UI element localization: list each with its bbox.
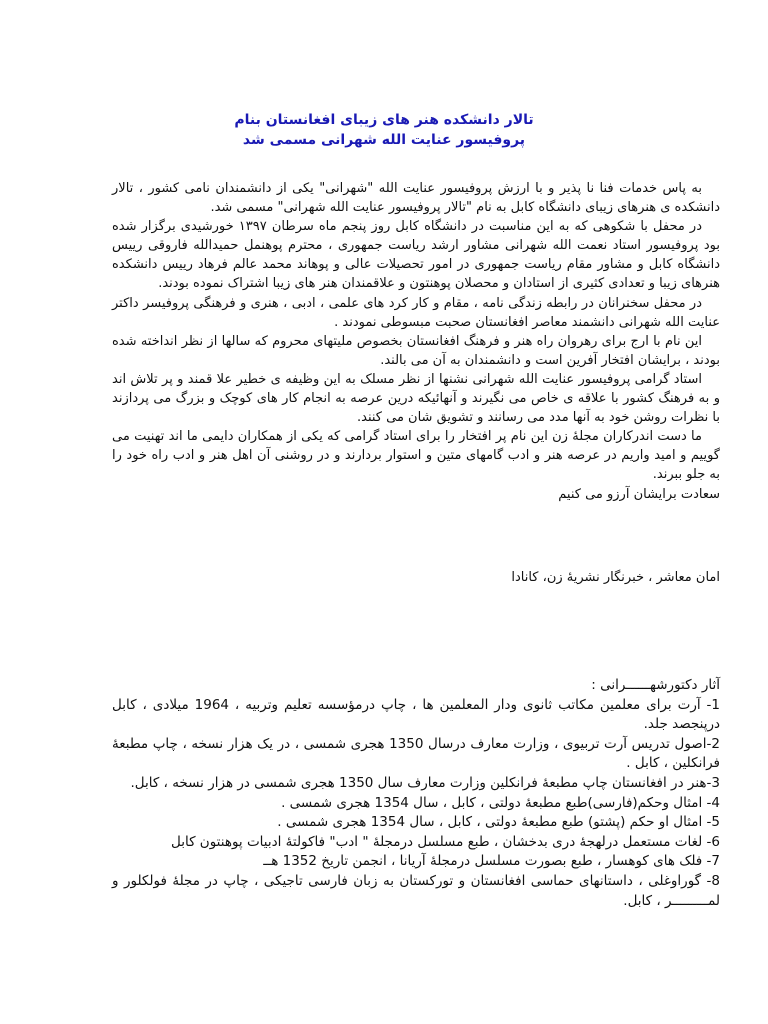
works-heading: آثار دکتورشهــــــرانی : — [591, 677, 720, 693]
list-item: 2-اصول تدریس آرت تربیوی ، وزارت معارف درسال 1350 هجری شمسی ، در یک هزار نسخه ، چاپ مطبعهٔ فرانکلین ، کابل . — [112, 735, 720, 772]
paragraph: در محفل با شکوهی که به این مناسبت در دانشگاه کابل روز پنجم ماه سرطان ۱۳۹۷ خورشیدی برگزار شده بود پروفیسور استاد نعمت الله شهرانی مشاور ارشد ریاست جمهوری ، محترم پوهنمل حمیدالله فاروقی رییس دانشگاه کابل و مشاور مقام ریاست جمهوری در امور تحصیلات عالی و پوهاند محمد عالم فرهاد رییس دانشکده هنرهای زیبا و تعدادی کثیری از استادان و محصلان پوهنتون و علاقمندان هنر های زیبا اشتراک نموده بودند. — [112, 219, 720, 292]
list-item: 6- لغات مستعمل درلهجهٔ دری بدخشان ، طبع مسلسل درمجلهٔ " ادب" فاکولتهٔ ادبیات پوهنتون کابل — [170, 833, 720, 850]
list-item: 5- امثال او حکم (پشتو) طبع مطبعهٔ دولتی ، کابل ، سال 1354 هجری شمسی . — [277, 814, 720, 831]
article-title — [60, 110, 708, 150]
article-body — [112, 179, 720, 504]
title-line-1: تالار دانشکده هنر های زیبای افغانستان بنام — [234, 112, 534, 128]
paragraph: در محفل سخنرانان در رابطه زندگی نامه ، مقام و کار کرد های علمی ، ادبی ، هنری و فرهنگی پروفیسر داکتر عنایت الله شهرانی دانشمند معاصر افغانستان صحبت مبسوطی نمودند . — [112, 295, 720, 330]
paragraph: این نام با ارج برای رهروان راه هنر و فرهنگ افغانستان بخصوص ملیتهای محروم که سالها از نظر انداخته شده بودند ، برایشان افتخار آفرین است و دانشمندان به آن می بالند. — [112, 333, 720, 368]
paragraph: استاد گرامی پروفیسور عنایت الله شهرانی نشنها از نظر مسلک به این وظیفه ی خطیر علا قمند و پر تلاش اند و به فرهنگ کشور با علاقه ی خاص می نگیرند و آنهائیکه درین عرصه به انجام کار های کوچک و بزرگ می پردازند با نظرات روشن خود به آنها مدد می رسانند و تشویق شان می کنند. — [112, 371, 720, 426]
list-item: 8- گوراوغلی ، داستانهای حماسی افغانستان و تورکستان به زبان فارسی تاجیکی ، چاپ در مجلهٔ فولکلور و لمـــــــــر ، کابل. — [112, 872, 720, 909]
title-line-2: پروفیسور عنایت الله شهرانی مسمی شد — [242, 132, 526, 148]
author-signature: امان معاشر ، خبرنگار نشریهٔ زن، کانادا — [511, 570, 720, 585]
list-item: 3-هنر در افغانستان چاپ مطبعهٔ فرانکلین وزارت معارف سال 1350 هجری شمسی در هزار نسخه ، کابل. — [130, 774, 720, 791]
paragraph: ما دست اندرکاران مجلهٔ زن این نام پر افتخار را برای استاد گرامی که یکی از همکاران دایمی ما اند تهنیت می گوییم و امید واریم در عرصه هنر و ادب گامهای متین و استوار بردارند و در روشنی آن اهل هنر و ادب راه خود را به جلو ببرند. — [112, 429, 720, 483]
closing-line: سعادت برایشان آرزو می کنیم — [558, 486, 720, 502]
list-item: 1- آرت برای معلمین مکاتب ثانوی ودار المعلمین ها ، چاپ درمؤسسه تعلیم وتربیه ، 1964 میلادی ، کابل درپنجصد جلد. — [112, 696, 721, 733]
list-item: 4- امثال وحکم(فارسی)طبع مطبعهٔ دولتی ، کابل ، سال 1354 هجری شمسی . — [281, 794, 720, 811]
works-list — [112, 696, 720, 912]
works-list-section — [112, 676, 720, 911]
paragraph: به پاس خدمات فنا نا پذیر و با ارزش پروفیسور عنایت الله "شهرانی" یکی از دانشمندان نامی کشور ، تالار دانشکده ی هنرهای زیبای دانشگاه کابل به نام "تالار پروفیسور عنایت الله شهرانی" مسمی شد. — [112, 181, 720, 216]
list-item: 7- فلک های کوهسار ، طبع بصورت مسلسل درمجلهٔ آریانا ، انجمن تاریخ 1352 هــ — [263, 853, 720, 870]
